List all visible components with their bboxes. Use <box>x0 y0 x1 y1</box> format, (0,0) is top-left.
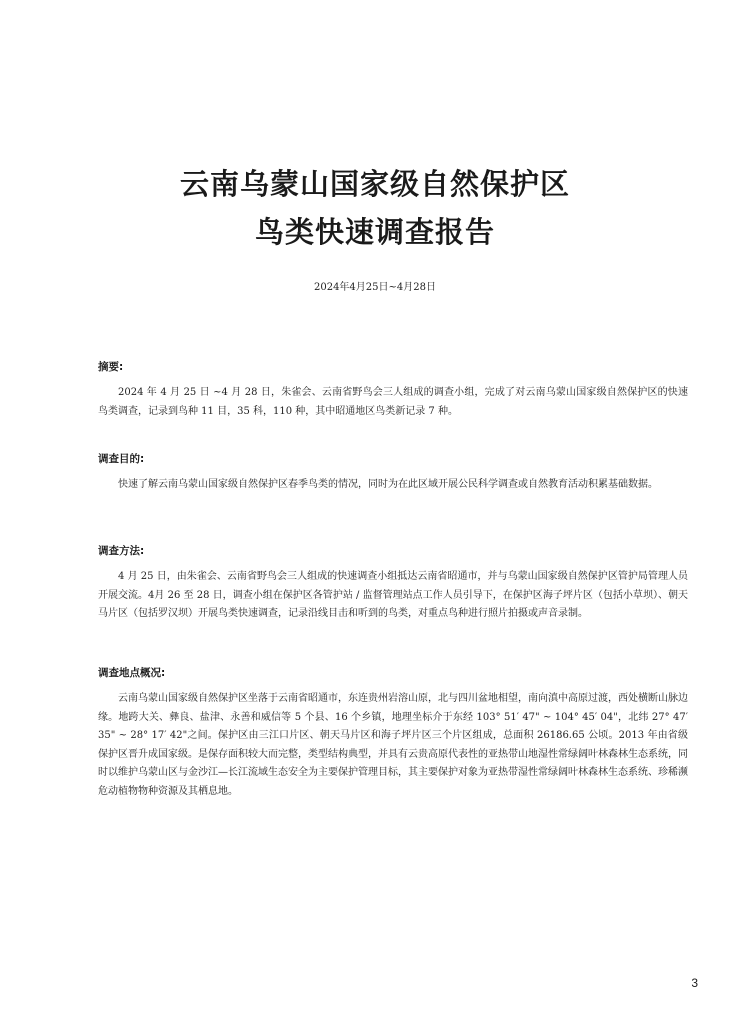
section-heading: 调查目的: <box>98 453 145 465</box>
section-site-overview <box>98 666 688 801</box>
section-method <box>98 544 688 624</box>
section-heading: 调查方法: <box>98 545 145 557</box>
title-line-2: 鸟类快速调查报告 <box>254 215 495 249</box>
survey-date-range: 2024年4月25日~4月28日 <box>313 282 436 293</box>
section-purpose <box>98 452 688 495</box>
page-number: 3 <box>691 976 698 990</box>
section-body: 4 月 25 日，由朱雀会、云南省野鸟会三人组成的快速调查小组抵达云南省昭通市，并与乌蒙山国家级自然保护区管护局管理人员开展交流。4月 26 至 28 日，调查小组在保护区各管护站 / 监督管理站点工作人员引导下，在保护区海子坪片区（包括小草坝）、朝天马片区（包括罗汉坝）开展鸟类快速调查，记录沿线目击和听到的鸟类，对重点鸟种进行照片拍摄或声音录制。 <box>98 571 688 619</box>
title-line-1: 云南乌蒙山国家级自然保护区 <box>179 167 570 201</box>
section-heading: 调查地点概况: <box>98 667 166 679</box>
section-body: 2024 年 4 月 25 日 ~4 月 28 日，朱雀会、云南省野鸟会三人组成的调查小组，完成了对云南乌蒙山国家级自然保护区的快速鸟类调查，记录到鸟种 11 目，35 科，110 种，其中昭通地区鸟类新记录 7 种。 <box>98 387 688 417</box>
section-body: 快速了解云南乌蒙山国家级自然保护区春季鸟类的情况，同时为在此区域开展公民科学调查或自然教育活动积累基础数据。 <box>118 479 658 490</box>
report-title <box>0 160 750 256</box>
section-body: 云南乌蒙山国家级自然保护区坐落于云南省昭通市，东连贵州岩溶山原，北与四川盆地相望，南向滇中高原过渡，西处横断山脉边缘。地跨大关、彝良、盐津、永善和威信等 5 个县、16 个乡镇，地理坐标介于东经 103° 51′ 47" ~ 104° 45′ 04"，北纬 27° 47′ 35" ~ 28° 17′ 42"之间。保护区由三江口片区、朝天马片区和海子坪片区三个片区组成，总面积 26186.65 公顷。2013 年由省级保护区晋升成国家级。是保存面积较大而完整，类型结构典型，并具有云贵高原代表性的亚热带山地湿性常绿阔叶林森林生态系统，同时以维护乌蒙山区与金沙江—长江流域生态安全为主要保护管理目标，其主要保护对象为亚热带湿性常绿阔叶林森林生态系统、珍稀濒危动植物物种资源及其栖息地。 <box>98 693 688 797</box>
section-heading: 摘要: <box>98 361 124 373</box>
section-abstract <box>98 360 688 421</box>
